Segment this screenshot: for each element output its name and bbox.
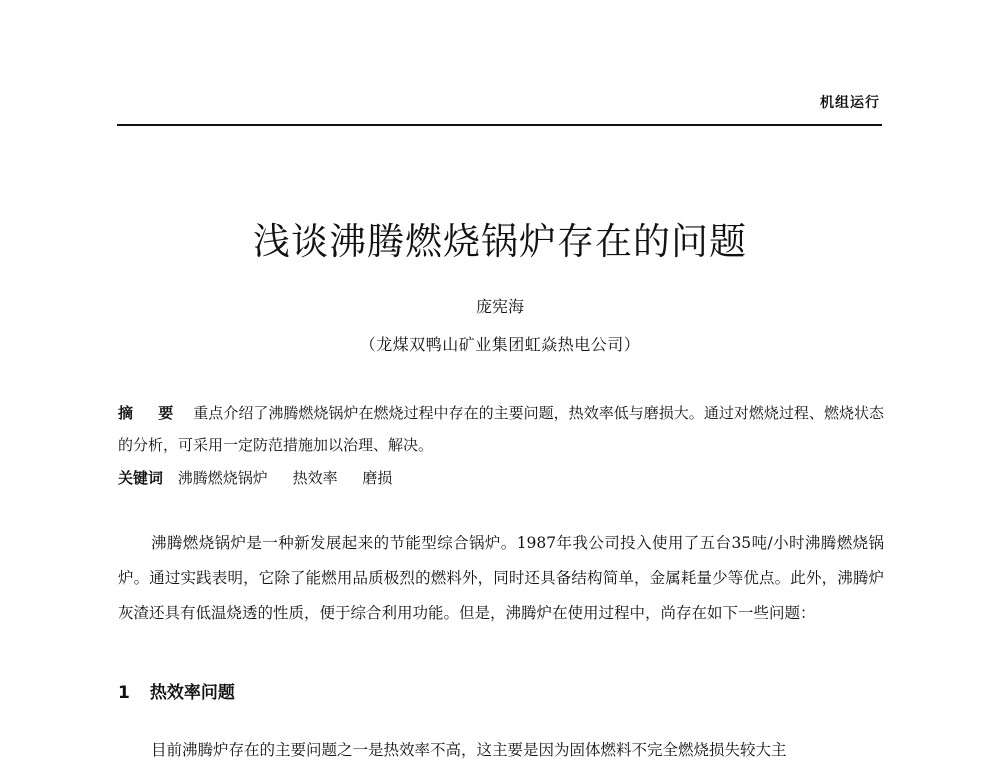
- author-affiliation: （龙煤双鸭山矿业集团虹焱热电公司）: [359, 335, 641, 354]
- section-heading: [118, 677, 235, 709]
- keywords: [118, 462, 884, 494]
- article-title: 浅谈沸腾燃烧锅炉存在的问题: [253, 220, 747, 263]
- abstract-label: 摘 要: [118, 404, 184, 422]
- body-paragraph: 目前沸腾炉存在的主要问题之一是热效率不高，这主要是因为固体燃料不完全燃烧损失较大主: [151, 741, 787, 759]
- abstract-text: 重点介绍了沸腾燃烧锅炉在燃烧过程中存在的主要问题，热效率低与磨损大。通过对燃烧过程、燃烧状态的分析，可采用一定防范措施加以治理、解决。: [118, 404, 884, 454]
- author-name: 庞宪海: [475, 297, 524, 316]
- section-number: 1: [118, 683, 130, 703]
- page-header: [117, 92, 882, 126]
- keyword-item: 热效率: [292, 469, 338, 487]
- keyword-item: 沸腾燃烧锅炉: [177, 469, 268, 487]
- keywords-label: 关键词: [118, 469, 164, 487]
- body-paragraph: 沸腾燃烧锅炉是一种新发展起来的节能型综合锅炉。1987年我公司投入使用了五台35吨/小时沸腾燃烧锅炉。通过实践表明，它除了能燃用品质极烈的燃料外，同时还具备结构简单，金属耗量少等优点。此外，沸腾炉灰渣还具有低温烧透的性质，便于综合利用功能。但是，沸腾炉在使用过程中，尚存在如下一些问题：: [118, 534, 884, 622]
- keyword-item: 磨损: [362, 469, 393, 487]
- section-label: 机组运行: [820, 95, 880, 111]
- abstract: [118, 397, 884, 461]
- section-title: 热效率问题: [149, 683, 235, 703]
